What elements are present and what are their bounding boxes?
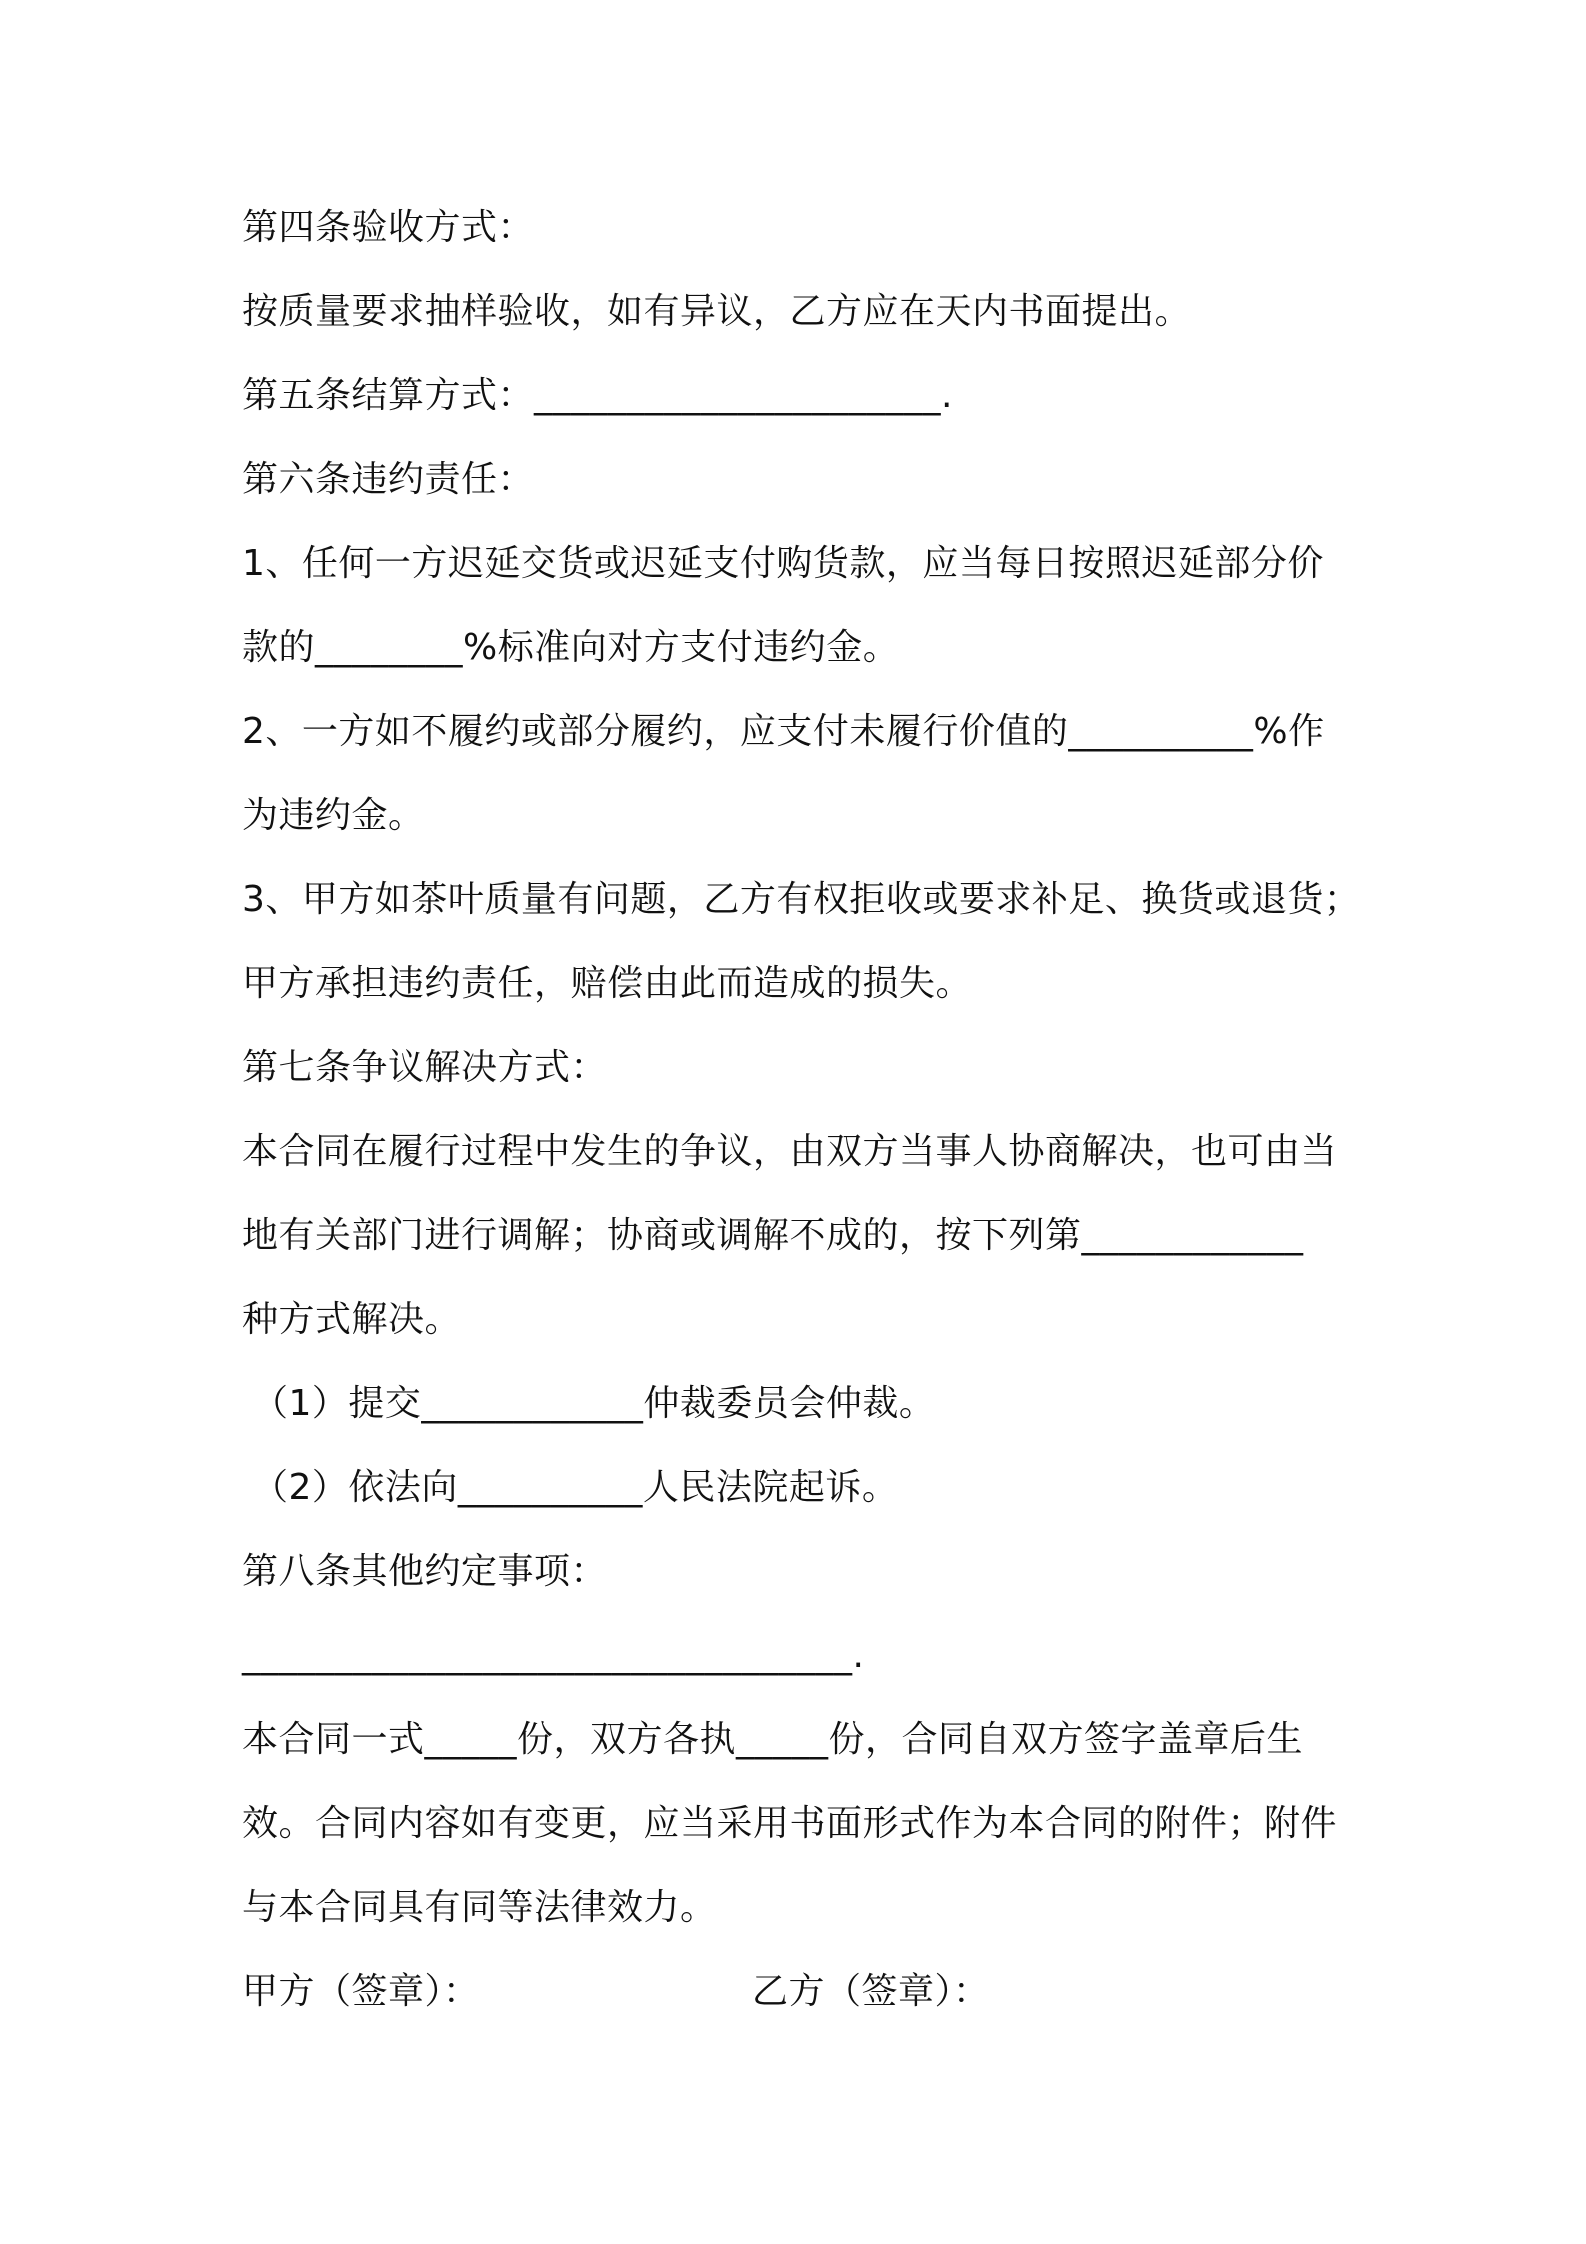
article-7-option-2: （2）依法向__________人民法院起诉。	[252, 1467, 899, 1508]
party-b-signature-label: 乙方（签章）：	[752, 1971, 990, 2012]
copies-text-end: 与本合同具有同等法律效力。	[242, 1887, 717, 1928]
article-6-clause-1: 1、任何一方迟延交货或迟延支付购货款，应当每日按照迟延部分价	[242, 543, 1324, 584]
article-4-heading: 第四条验收方式：	[242, 207, 535, 248]
article-7-text-end: 种方式解决。	[242, 1299, 462, 1340]
article-6-clause-3-cont: 甲方承担违约责任，赔偿由此而造成的损失。	[242, 963, 973, 1004]
article-7-option-1: （1）提交____________仲裁委员会仲裁。	[252, 1383, 936, 1424]
article-7-text-cont: 地有关部门进行调解；协商或调解不成的，按下列第____________	[242, 1215, 1304, 1256]
article-7-heading: 第七条争议解决方式：	[242, 1047, 608, 1088]
article-6-clause-3: 3、甲方如茶叶质量有问题，乙方有权拒收或要求补足、换货或退货；	[242, 879, 1361, 920]
article-6-clause-2-cont: 为违约金。	[242, 795, 425, 836]
copies-text-cont: 效。合同内容如有变更，应当采用书面形式作为本合同的附件；附件	[242, 1803, 1338, 1844]
article-6-clause-1-cont: 款的________%标准向对方支付违约金。	[242, 627, 900, 668]
article-8-blank-line: _________________________________.	[242, 1635, 865, 1676]
article-4-text: 按质量要求抽样验收，如有异议，乙方应在天内书面提出。	[242, 291, 1192, 332]
article-7-text: 本合同在履行过程中发生的争议，由双方当事人协商解决，也可由当	[242, 1131, 1338, 1172]
copies-text: 本合同一式_____份，双方各执_____份，合同自双方签字盖章后生	[242, 1719, 1304, 1760]
article-6-heading: 第六条违约责任：	[242, 459, 535, 500]
article-6-clause-2: 2、一方如不履约或部分履约，应支付未履行价值的__________%作	[242, 711, 1325, 752]
party-a-signature-label: 甲方（签章）：	[242, 1971, 480, 2012]
article-8-heading: 第八条其他约定事项：	[242, 1551, 608, 1592]
article-5-heading: 第五条结算方式：______________________.	[242, 375, 953, 416]
